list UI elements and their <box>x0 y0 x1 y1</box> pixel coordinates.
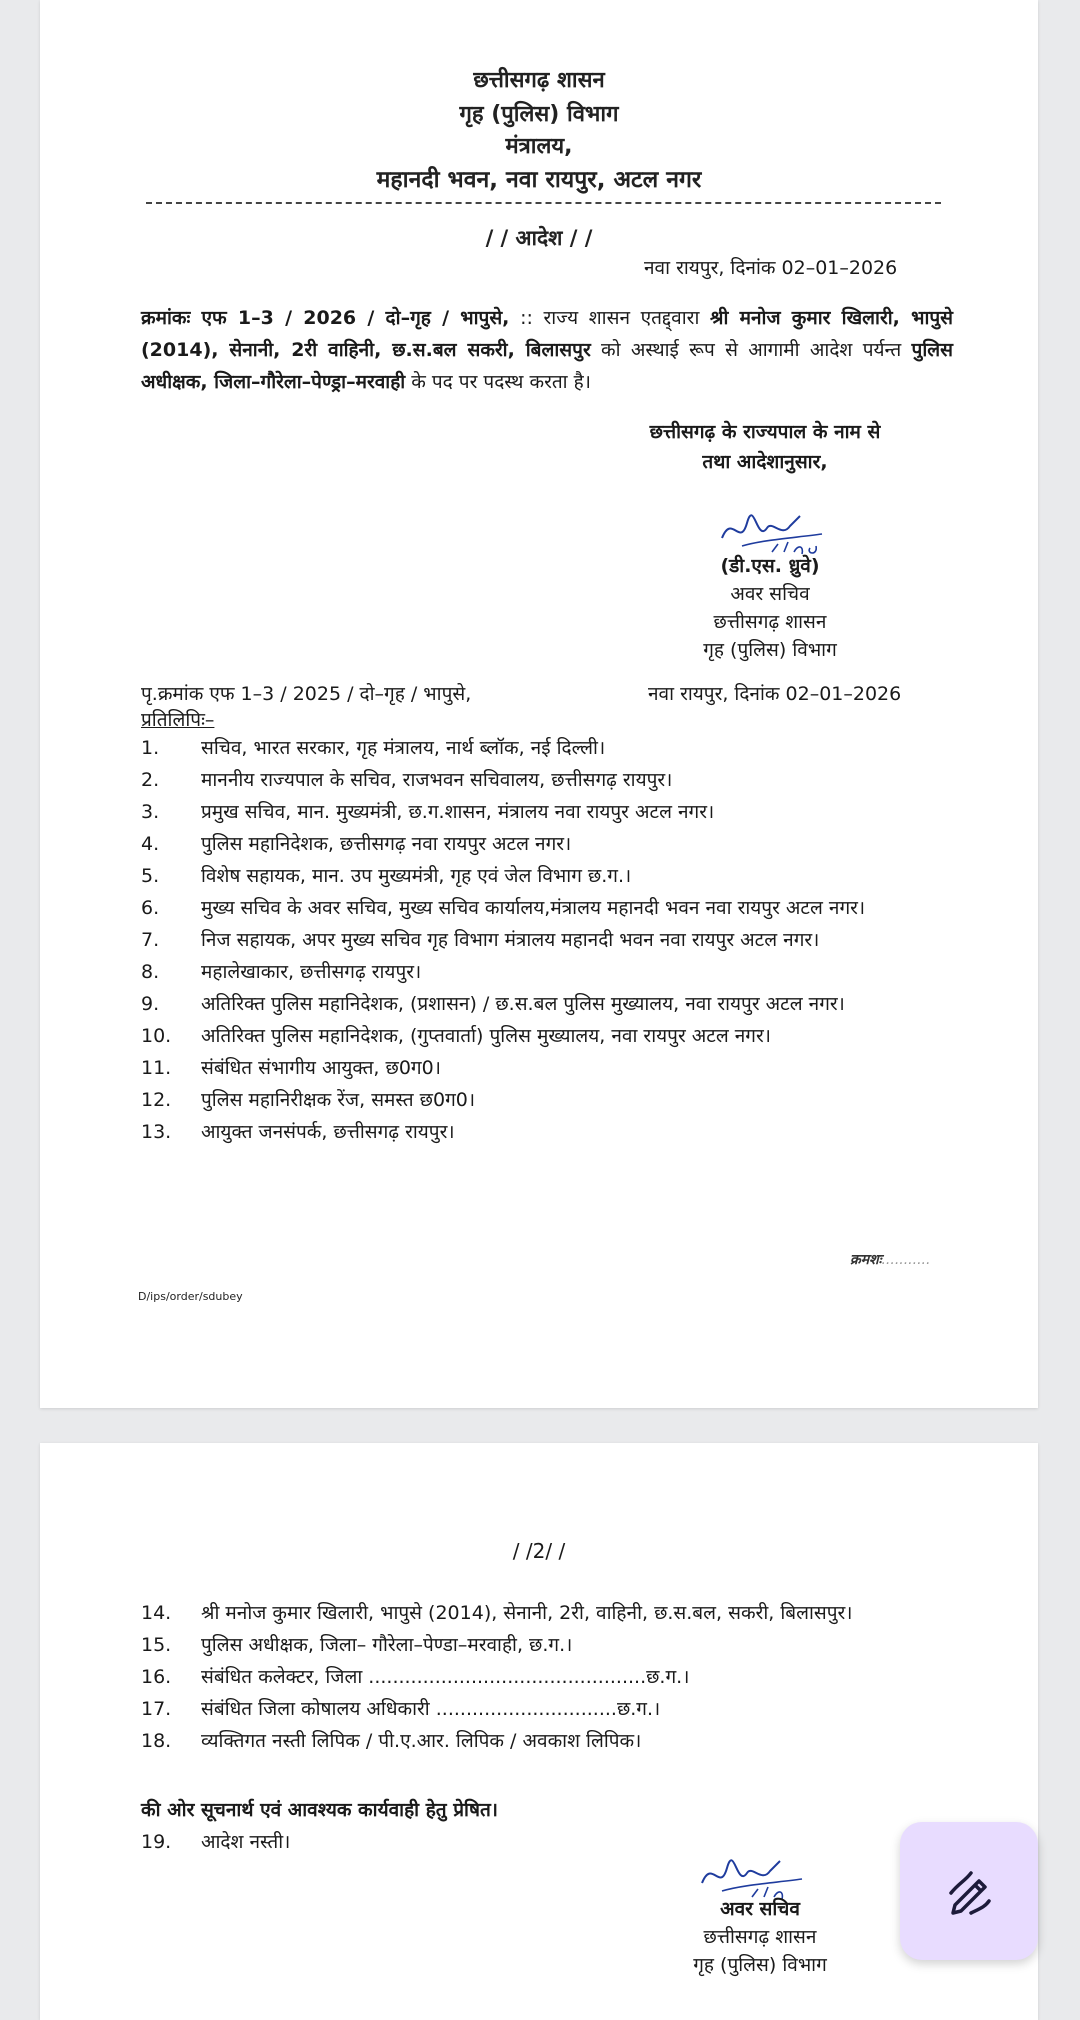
list-item-number: 16. <box>141 1666 172 1688</box>
list-item-text: संबंधित संभागीय आयुक्त, छ0ग0। <box>201 1057 441 1079</box>
signatory-designation: अवर सचिव <box>730 583 810 605</box>
list-item <box>141 926 971 954</box>
list-item-text: प्रमुख सचिव, मान. मुख्यमंत्री, छ.ग.शासन, मंत्रालय नवा रायपुर अटल नगर। <box>201 801 715 823</box>
header-divider <box>146 202 941 204</box>
signatory-government: छत्तीसगढ़ शासन <box>713 611 827 633</box>
page-number: / /2/ / <box>512 1539 566 1563</box>
signatory-name: (डी.एस. ध्रुवे) <box>720 555 820 577</box>
list-item <box>141 894 971 922</box>
list-item <box>141 1022 971 1050</box>
order-title: / / आदेश / / <box>485 226 593 250</box>
list-item <box>141 1828 971 1856</box>
list-item-text: निज सहायक, अपर मुख्य सचिव गृह विभाग मंत्रालय महानदी भवन नवा रायपुर अटल नगर। <box>201 929 820 951</box>
endorsement-reference: पृ.क्रमांक एफ 1–3 / 2025 / दो–गृह / भापुसे, <box>141 683 472 705</box>
list-item-number: 13. <box>141 1121 172 1143</box>
copy-list-page-1 <box>141 734 971 1150</box>
list-item-text: पुलिस महानिरीक्षक रेंज, समस्त छ0ग0। <box>201 1089 476 1111</box>
list-item-text: श्री मनोज कुमार खिलारी, भापुसे (2014), सेनानी, 2री, वाहिनी, छ.स.बल, सकरी, बिलासपुर। <box>201 1602 853 1624</box>
header-state: छत्तीसगढ़ शासन <box>473 68 605 93</box>
document-page-1 <box>40 0 1038 1408</box>
list-item <box>141 958 971 986</box>
list-item <box>141 1599 971 1627</box>
list-item-number: 7. <box>141 929 160 951</box>
list-item <box>141 1118 971 1146</box>
copy-to-label: प्रतिलिपिः– <box>141 709 215 731</box>
list-item-number: 2. <box>141 769 160 791</box>
forward-note: की ओर सूचनार्थ एवं आवश्यक कार्यवाही हेतु प्रेषित। <box>141 1799 498 1821</box>
list-item-text: संबंधित जिला कोषालय अधिकारी ..............................छ.ग.। <box>201 1698 661 1720</box>
list-item-text: सचिव, भारत सरकार, गृह मंत्रालय, नार्थ ब्लॉक, नई दिल्ली। <box>201 737 606 759</box>
document-page-2 <box>40 1443 1038 2020</box>
list-item-text: संबंधित कलेक्टर, जिला ..............................................छ.ग.। <box>201 1666 690 1688</box>
list-item-number: 8. <box>141 961 160 983</box>
header-ministry: मंत्रालय, <box>505 134 573 159</box>
list-item-text: अतिरिक्त पुलिस महानिदेशक, (गुप्तवार्ता) पुलिस मुख्यालय, नवा रायपुर अटल नगर। <box>201 1025 771 1047</box>
list-item-number: 17. <box>141 1698 172 1720</box>
signatory-department-2: गृह (पुलिस) विभाग <box>693 1954 827 1976</box>
list-item <box>141 1054 971 1082</box>
list-item-number: 11. <box>141 1057 172 1079</box>
list-item-text: मुख्य सचिव के अवर सचिव, मुख्य सचिव कार्यालय,मंत्रालय महानदी भवन नवा रायपुर अटल नगर। <box>201 897 866 919</box>
order-date: नवा रायपुर, दिनांक 02–01–2026 <box>644 257 898 279</box>
edit-pen-icon <box>941 1863 997 1919</box>
signatory-government-2: छत्तीसगढ़ शासन <box>703 1926 817 1948</box>
list-item-number: 15. <box>141 1634 172 1656</box>
list-item-text: अतिरिक्त पुलिस महानिदेशक, (प्रशासन) / छ.स.बल पुलिस मुख्यालय, नवा रायपुर अटल नगर। <box>201 993 845 1015</box>
list-item-number: 14. <box>141 1602 172 1624</box>
list-item <box>141 798 971 826</box>
list-item-text: महालेखाकार, छत्तीसगढ़ रायपुर। <box>201 961 422 983</box>
list-item <box>141 862 971 890</box>
header-department: गृह (पुलिस) विभाग <box>459 102 619 127</box>
list-item-text: आयुक्त जनसंपर्क, छत्तीसगढ़ रायपुर। <box>201 1121 455 1143</box>
list-item-text: व्यक्तिगत नस्ती लिपिक / पी.ए.आर. लिपिक / अवकाश लिपिक। <box>201 1730 642 1752</box>
copy-list-page-2 <box>141 1599 971 1759</box>
list-item-number: 12. <box>141 1089 172 1111</box>
signatory-designation-2: अवर सचिव <box>720 1898 800 1920</box>
list-item <box>141 830 971 858</box>
signatory-block-2 <box>630 1895 890 1979</box>
continued-note: क्रमशः ..... <box>850 1250 930 1269</box>
list-item-text: माननीय राज्यपाल के सचिव, राजभवन सचिवालय, छत्तीसगढ़ रायपुर। <box>201 769 673 791</box>
list-item-number: 6. <box>141 897 160 919</box>
list-item-number: 1. <box>141 737 160 759</box>
governor-order-line: तथा आदेशानुसार, <box>702 451 828 473</box>
list-item-number: 19. <box>141 1831 172 1853</box>
list-item <box>141 734 971 762</box>
list-item-number: 3. <box>141 801 160 823</box>
signatory-department: गृह (पुलिस) विभाग <box>703 639 837 661</box>
list-item-number: 4. <box>141 833 160 855</box>
list-item-text: पुलिस महानिदेशक, छत्तीसगढ़ नवा रायपुर अटल नगर। <box>201 833 572 855</box>
edit-button[interactable] <box>900 1822 1038 1960</box>
list-item <box>141 1086 971 1114</box>
file-reference: D/ips/order/sdubey <box>138 1290 243 1303</box>
endorsement-date: नवा रायपुर, दिनांक 02–01–2026 <box>648 683 902 705</box>
signatory-block-1 <box>640 552 900 664</box>
list-item-number: 10. <box>141 1025 172 1047</box>
list-item-text: विशेष सहायक, मान. उप मुख्यमंत्री, गृह एवं जेल विभाग छ.ग.। <box>201 865 632 887</box>
list-item <box>141 1727 971 1755</box>
list-item-number: 5. <box>141 865 160 887</box>
governor-authority-line: छत्तीसगढ़ के राज्यपाल के नाम से <box>649 421 881 443</box>
signature-1 <box>712 508 842 558</box>
list-item-text: पुलिस अधीक्षक, जिला– गौरेला–पेण्डा–मरवाही, छ.ग.। <box>201 1634 573 1656</box>
order-body: क्रमांकः एफ 1–3 / 2026 / दो–गृह / भापुसे, :: राज्य शासन एतद्द्वारा श्री मनोज कुमार खिलारी, भापुसे (2014), सेनानी, 2री वाहिनी, छ.स.बल सकरी, बिलासपुर को अस्थाई रूप से आगामी आदेश पर्यन्त पुलिस अधीक्षक, जिला–गौरेला–पेण्ड्रा–मरवाही के पद पर पदस्थ करता है। <box>141 307 953 393</box>
header-address: महानदी भवन, नवा रायपुर, अटल नगर <box>376 167 702 193</box>
list-item-text: आदेश नस्ती। <box>201 1831 291 1853</box>
list-item-number: 18. <box>141 1730 172 1752</box>
list-item-number: 9. <box>141 993 160 1015</box>
list-item <box>141 1695 971 1723</box>
list-item <box>141 1631 971 1659</box>
list-item <box>141 1663 971 1691</box>
copy-list-page-2-final <box>141 1828 971 1860</box>
list-item <box>141 766 971 794</box>
list-item <box>141 990 971 1018</box>
